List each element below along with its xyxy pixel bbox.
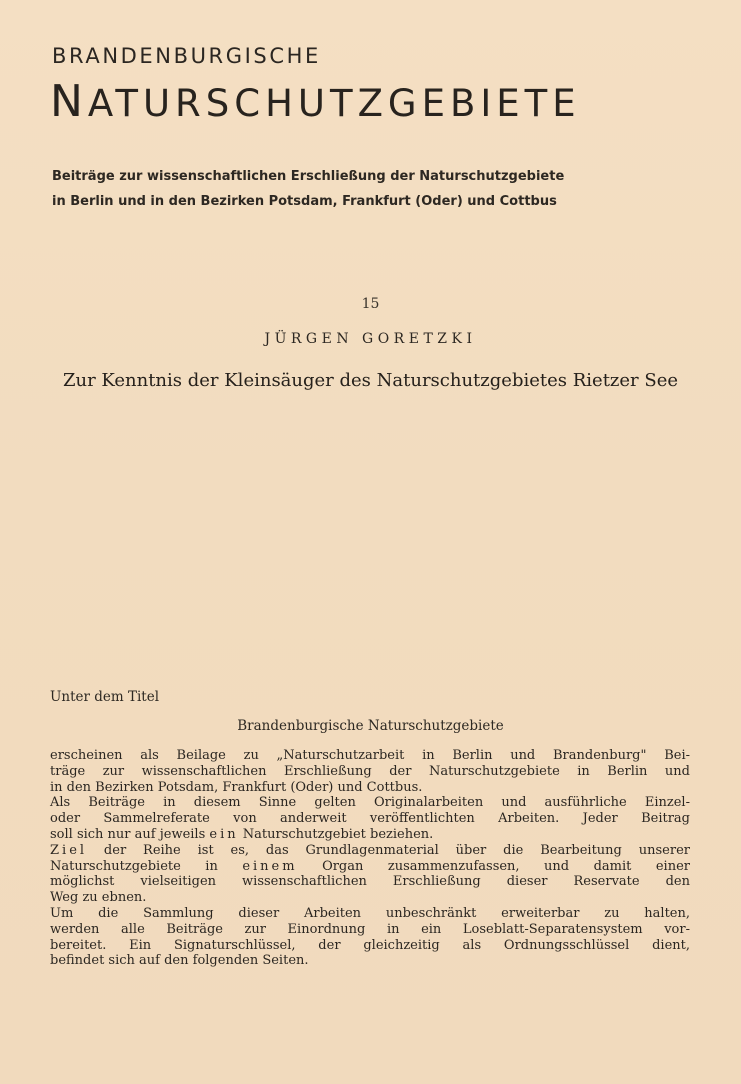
paragraph-line: in den Bezirken Potsdam, Frankfurt (Oder) und Cottbus.: [50, 779, 423, 795]
paragraph-line: Um die Sammlung dieser Arbeiten unbeschränkt erweiterbar zu halten,: [50, 905, 690, 921]
paragraph-line: [50, 859, 690, 875]
text-fragment: soll sich nur auf jeweils: [50, 826, 210, 842]
paragraph-line: möglichst vielseitigen wissenschaftlichen Erschließung dieser Reservate den: [50, 874, 690, 890]
article-number: 15: [361, 296, 380, 312]
paragraph-line: träge zur wissenschaftlichen Erschließung der Naturschutzgebiete in Berlin und: [50, 763, 690, 779]
emphasized-word: Ziel: [50, 842, 88, 858]
paragraph-line: Weg zu ebnen.: [50, 890, 147, 906]
paragraph-line: [50, 843, 690, 859]
text-fragment: der Reihe ist es, das Grundlagenmaterial über die Bearbeitung unserer: [87, 842, 690, 858]
emphasized-word: einem: [242, 858, 298, 874]
subtitle: [52, 164, 692, 214]
text-fragment: Organ zusammenzufassen, und damit einer: [297, 858, 690, 874]
paragraph-line: werden alle Beiträge zur Einordnung in ein Loseblatt-Separatensystem vor-: [50, 921, 690, 937]
paragraph-line: bereitet. Ein Signaturschlüssel, der gleichzeitig als Ordnungsschlüssel dient,: [50, 937, 690, 953]
intro-text: Unter dem Titel: [50, 689, 160, 705]
subtitle-line: in Berlin und in den Bezirken Potsdam, Frankfurt (Oder) und Cottbus: [52, 194, 557, 209]
series-name-centered: Brandenburgische Naturschutzgebiete: [237, 718, 504, 734]
paragraph-line: erscheinen als Beilage zu „Naturschutzarbeit in Berlin und Brandenburg" Bei-: [50, 748, 690, 763]
paragraph-line: Als Beiträge in diesem Sinne gelten Originalarbeiten und ausführliche Einzel-: [50, 795, 690, 811]
paragraph-line: [50, 827, 690, 843]
main-title-initial: N: [50, 76, 88, 127]
paragraph-line: oder Sammelreferate von anderweit veröffentlichten Arbeiten. Jeder Beitrag: [50, 811, 690, 827]
emphasized-word: ein: [209, 826, 239, 842]
body-text: [50, 748, 690, 969]
main-title-rest: ATURSCHUTZGEBIETE: [87, 82, 581, 125]
text-fragment: Naturschutzgebiete in: [50, 858, 243, 874]
text-fragment: Naturschutzgebiet beziehen.: [238, 826, 434, 842]
subtitle-line: Beiträge zur wissenschaftlichen Erschließung der Naturschutzgebiete: [52, 169, 565, 184]
article-title: Zur Kenntnis der Kleinsäuger des Naturschutzgebietes Rietzer See: [62, 370, 679, 391]
paragraph-line: befindet sich auf den folgenden Seiten.: [50, 953, 309, 969]
series-title: BRANDENBURGISCHE: [52, 44, 321, 68]
article-author: JÜRGEN GORETZKI: [264, 331, 477, 347]
main-title: [50, 76, 581, 127]
